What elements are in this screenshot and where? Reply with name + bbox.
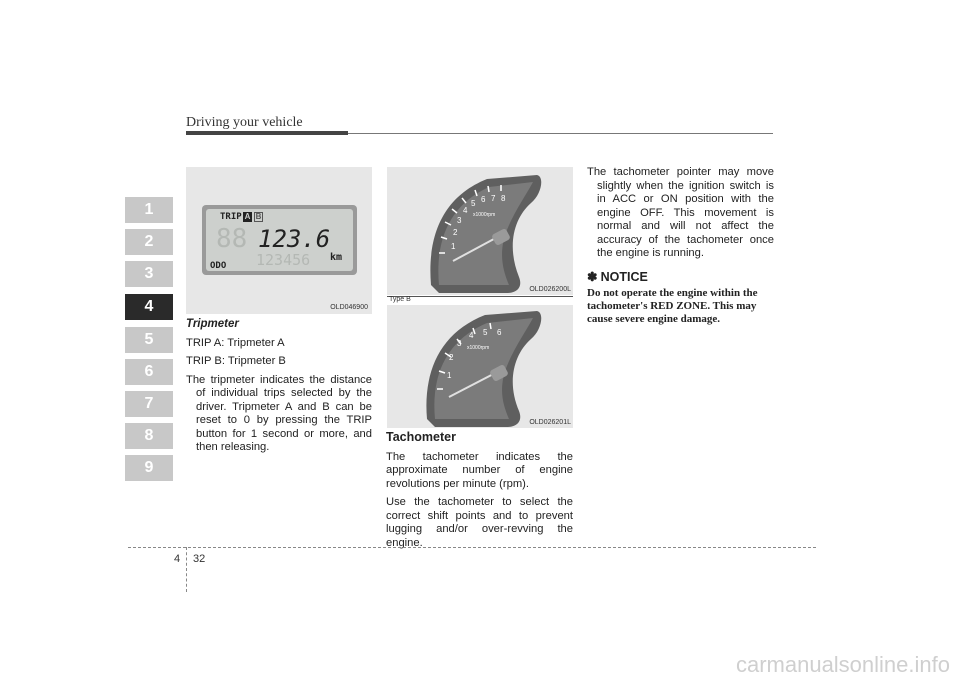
tach-a-number-6: 6 — [481, 195, 486, 204]
notice-title: NOTICE — [600, 269, 648, 284]
chapter-tab-8[interactable]: 8 — [125, 423, 173, 449]
tach-b-scale-label: x1000rpm — [467, 345, 490, 351]
notice-symbol: ✽ — [587, 269, 598, 284]
tach-b-number-1: 1 — [447, 371, 452, 380]
figure-divider — [387, 296, 573, 297]
section-title: Driving your vehicle — [186, 115, 303, 130]
tach-a-scale-label: x1000rpm — [473, 212, 496, 218]
chapter-tab-4[interactable]: 4 — [125, 294, 173, 320]
footer-chapter: 4 — [174, 553, 181, 565]
unit-label: km — [330, 252, 343, 263]
pointer-paragraph: The tachometer pointer may move slightly when the ignition switch is in ACC or ON position with the engine OFF. This movement is normal and will not affect the accuracy of the tachometer once the engine is running. — [587, 166, 774, 259]
figure-code: OLD046900 — [330, 304, 368, 311]
tachometer-paragraph-2: Use the tachometer to select the correct shift points and to prevent lugging and/or over-revving the engine. — [386, 496, 573, 549]
tachometer-heading: Tachometer — [386, 430, 456, 444]
tach-a-number-5: 5 — [471, 199, 476, 208]
svg-text:123456: 123456 — [256, 251, 311, 269]
header-bar — [186, 131, 348, 135]
notice-body: Do not operate the engine within the tachometer's RED ZONE. This may cause severe engine damage. — [587, 287, 758, 325]
notice-heading — [587, 271, 774, 286]
chapter-tab-5[interactable]: 5 — [125, 327, 173, 353]
tach-a-number-4: 4 — [463, 206, 468, 215]
odometer-figure — [186, 167, 372, 314]
trip-b-description: TRIP B: Tripmeter B — [186, 355, 286, 367]
watermark: carmanualsonline.info — [735, 652, 950, 677]
tripmeter-paragraph: The tripmeter indicates the distance of individual trips selected by the driver. Tripmeter A and B can be reset to 0 by pressing the TRIP button for 1 second or more, and then releasing. — [186, 373, 372, 453]
tach-b-number-3: 3 — [457, 339, 462, 348]
chapter-tab-1[interactable]: 1 — [125, 197, 173, 223]
tachometer-type-b-figure — [387, 305, 573, 428]
type-b-label: Type B — [389, 296, 411, 303]
tach-a-number-2: 2 — [453, 228, 458, 237]
tach-b-number-2: 2 — [449, 353, 454, 362]
tachometer-b-illustration — [387, 305, 573, 428]
footer-divider — [186, 547, 187, 592]
header-rule — [348, 133, 773, 134]
tach-a-number-3: 3 — [457, 216, 462, 225]
trip-a-description: TRIP A: Tripmeter A — [186, 336, 285, 349]
tach-b-number-5: 5 — [483, 328, 488, 337]
footer-rule — [128, 547, 816, 548]
tripmeter-heading: Tripmeter — [186, 318, 239, 330]
trip-label: TRIP — [220, 212, 242, 222]
tach-b-number-6: 6 — [497, 328, 502, 337]
tachometer-section — [386, 431, 573, 555]
page-number: 32 — [193, 553, 206, 565]
right-column — [587, 166, 774, 326]
tachometer-paragraph-1: The tachometer indicates the approximate number of engine revolutions per minute (rpm). — [386, 450, 573, 490]
tachometer-a-illustration — [387, 167, 573, 295]
chapter-tab-7[interactable]: 7 — [125, 391, 173, 417]
trip-a-indicator: A — [244, 212, 251, 221]
odo-label: ODO — [210, 261, 227, 271]
chapter-tab-3[interactable]: 3 — [125, 261, 173, 287]
figure-code: OLD026201L — [529, 419, 571, 426]
figure-code: OLD026200L — [529, 286, 571, 293]
svg-text:88: 88 — [216, 224, 248, 254]
chapter-tab-2[interactable]: 2 — [125, 229, 173, 255]
tach-b-number-4: 4 — [469, 331, 474, 340]
tach-a-number-8: 8 — [501, 194, 506, 203]
trip-b-indicator: B — [255, 212, 262, 221]
chapter-tab-9[interactable]: 9 — [125, 455, 173, 481]
tripmeter-section — [186, 318, 372, 460]
tach-a-number-1: 1 — [451, 242, 456, 251]
tach-a-number-7: 7 — [491, 194, 496, 203]
trip-value: 123.6 — [258, 225, 331, 253]
chapter-tab-6[interactable]: 6 — [125, 359, 173, 385]
tachometer-type-a-figure — [387, 167, 573, 295]
